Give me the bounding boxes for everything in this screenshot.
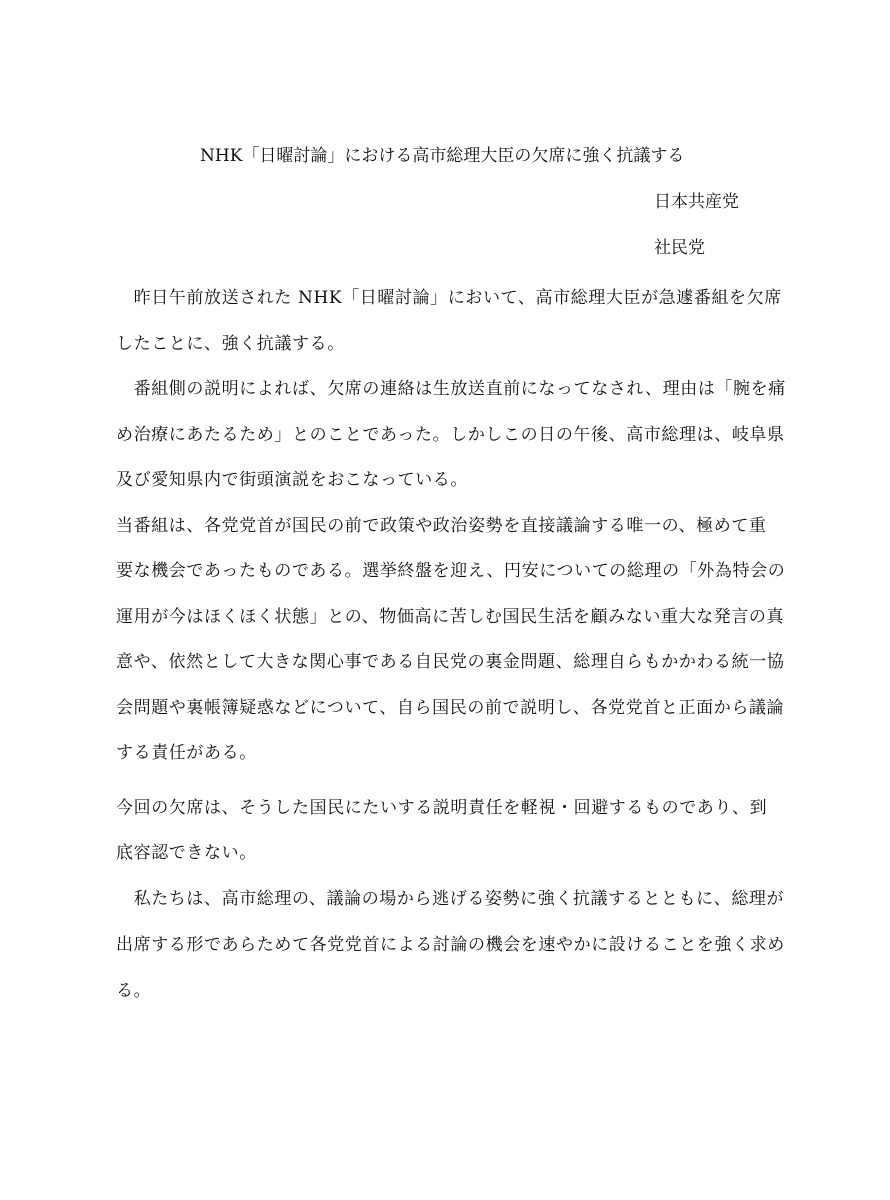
body-line: 底容認できない。 [116, 843, 257, 863]
body-line: 番組側の説明によれば、欠席の連絡は生放送直前になってなされ、理由は「腕を痛 [116, 379, 786, 399]
body-line: したことに、強く抗議する。 [116, 334, 345, 354]
body-line: 今回の欠席は、そうした国民にたいする説明責任を軽視・回避するものであり、到 [116, 798, 768, 818]
body-line: する責任がある。 [116, 743, 257, 763]
body-line: 私たちは、高市総理の、議論の場から逃げる姿勢に強く抗議するとともに、総理が [116, 889, 785, 909]
body-line: 及び愛知県内で街頭演説をおこなっている。 [116, 470, 468, 490]
body-line: 会問題や裏帳簿疑惑などについて、自ら国民の前で説明し、各党党首と正面から議論 [116, 698, 785, 718]
body-line: 当番組は、各党党首が国民の前で政策や政治姿勢を直接議論する唯一の、極めて重 [116, 516, 767, 536]
body-line: る。 [116, 981, 152, 1001]
document-title: NHK「日曜討論」における高市総理大臣の欠席に強く抗議する [200, 146, 685, 166]
body-line: 運用が今はほくほく状態」との、物価高に苦しむ国民生活を顧みない重大な発言の真 [116, 607, 785, 627]
signer-sdp: 社民党 [654, 238, 705, 258]
body-line: 出席する形であらためて各党党首による討論の機会を速やかに設けることを強く求め [116, 935, 785, 955]
body-line: め治療にあたるため」とのことであった。しかしこの日の午後、高市総理は、岐阜県 [116, 425, 785, 445]
body-line: 昨日午前放送された NHK「日曜討論」において、高市総理大臣が急遽番組を欠席 [116, 288, 782, 308]
body-line: 要な機会であったものである。選挙終盤を迎え、円安についての総理の「外為特会の [116, 561, 786, 581]
body-line: 意や、依然として大きな関心事である自民党の裏金問題、総理自らもかかわる統一協 [116, 652, 785, 672]
signer-jcp: 日本共産党 [654, 192, 739, 212]
